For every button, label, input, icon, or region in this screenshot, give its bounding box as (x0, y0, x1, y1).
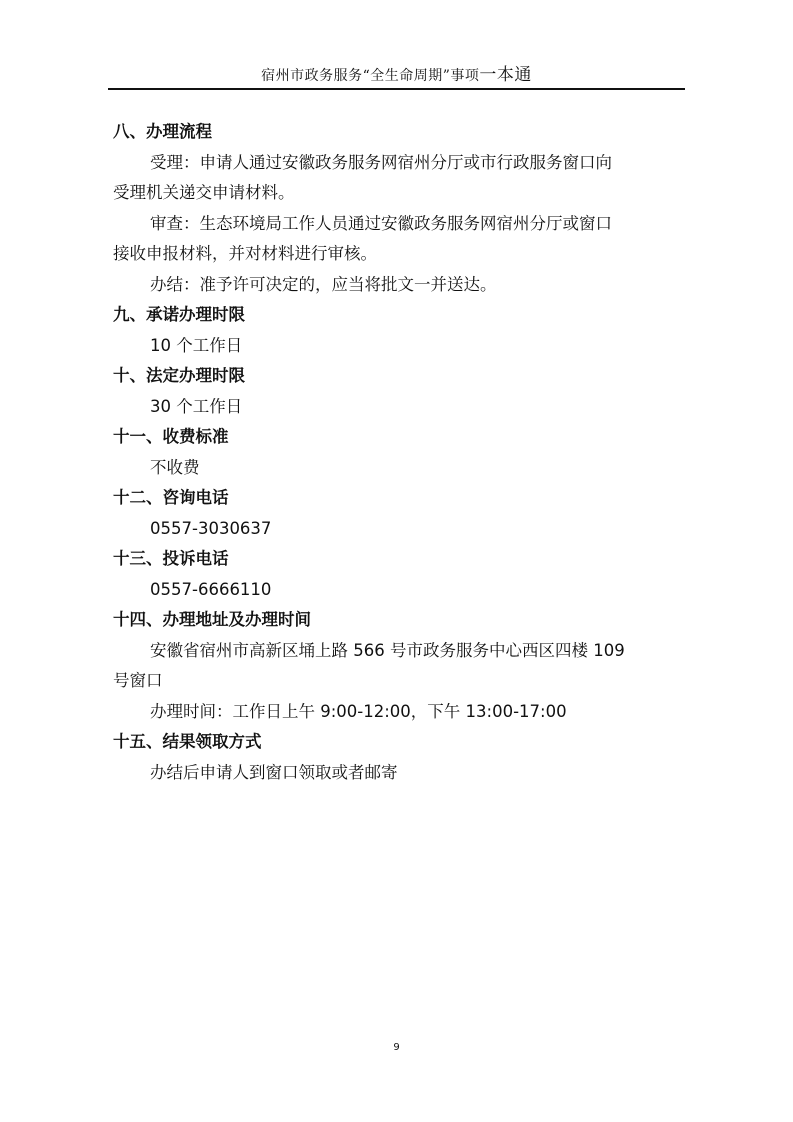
consult-phone-value: 0557-3030637 (150, 518, 272, 538)
section-heading-address-hours: 十四、办理地址及办理时间 (113, 610, 311, 629)
address-text-cont: 号窗口 (113, 671, 163, 690)
process-accept-text-cont: 受理机关递交申请材料。 (113, 183, 295, 202)
office-hours-text: 办理时间：工作日上午 9:00-12:00，下午 13:00-17:00 (150, 701, 567, 721)
page-header (0, 60, 793, 85)
address-text: 安徽省宿州市高新区埇上路 566 号市政务服务中心西区四楼 109 (150, 640, 625, 660)
process-accept-text: 受理：申请人通过安徽政务服务网宿州分厅或市行政服务窗口向 (150, 152, 612, 172)
header-title-tail: 一本通 (479, 65, 532, 85)
section-heading-complaint-phone: 十三、投诉电话 (113, 549, 229, 568)
header-title-main: 宿州市政务服务“全生命周期”事项 (261, 68, 480, 84)
section-heading-legal-time: 十、法定办理时限 (113, 366, 245, 385)
section-heading-result-pickup: 十五、结果领取方式 (113, 732, 262, 751)
process-review-text: 审查：生态环境局工作人员通过安徽政务服务网宿州分厅或窗口 (150, 213, 612, 233)
section-heading-promised-time: 九、承诺办理时限 (113, 305, 245, 324)
result-pickup-value: 办结后申请人到窗口领取或者邮寄 (150, 762, 398, 782)
page-number: 9 (393, 1042, 400, 1053)
process-review-text-cont: 接收申报材料，并对材料进行审核。 (113, 244, 377, 263)
section-heading-fee: 十一、收费标准 (113, 427, 229, 446)
fee-value: 不收费 (150, 457, 200, 477)
promised-time-value: 10 个工作日 (150, 335, 243, 355)
header-title (261, 65, 532, 85)
process-conclude-text: 办结：准予许可决定的，应当将批文一并送达。 (150, 274, 497, 294)
document-body (113, 117, 685, 788)
legal-time-value: 30 个工作日 (150, 396, 243, 416)
section-heading-process: 八、办理流程 (113, 122, 212, 141)
complaint-phone-value: 0557-6666110 (150, 579, 272, 599)
section-heading-consult-phone: 十二、咨询电话 (113, 488, 229, 507)
header-divider (108, 88, 685, 90)
